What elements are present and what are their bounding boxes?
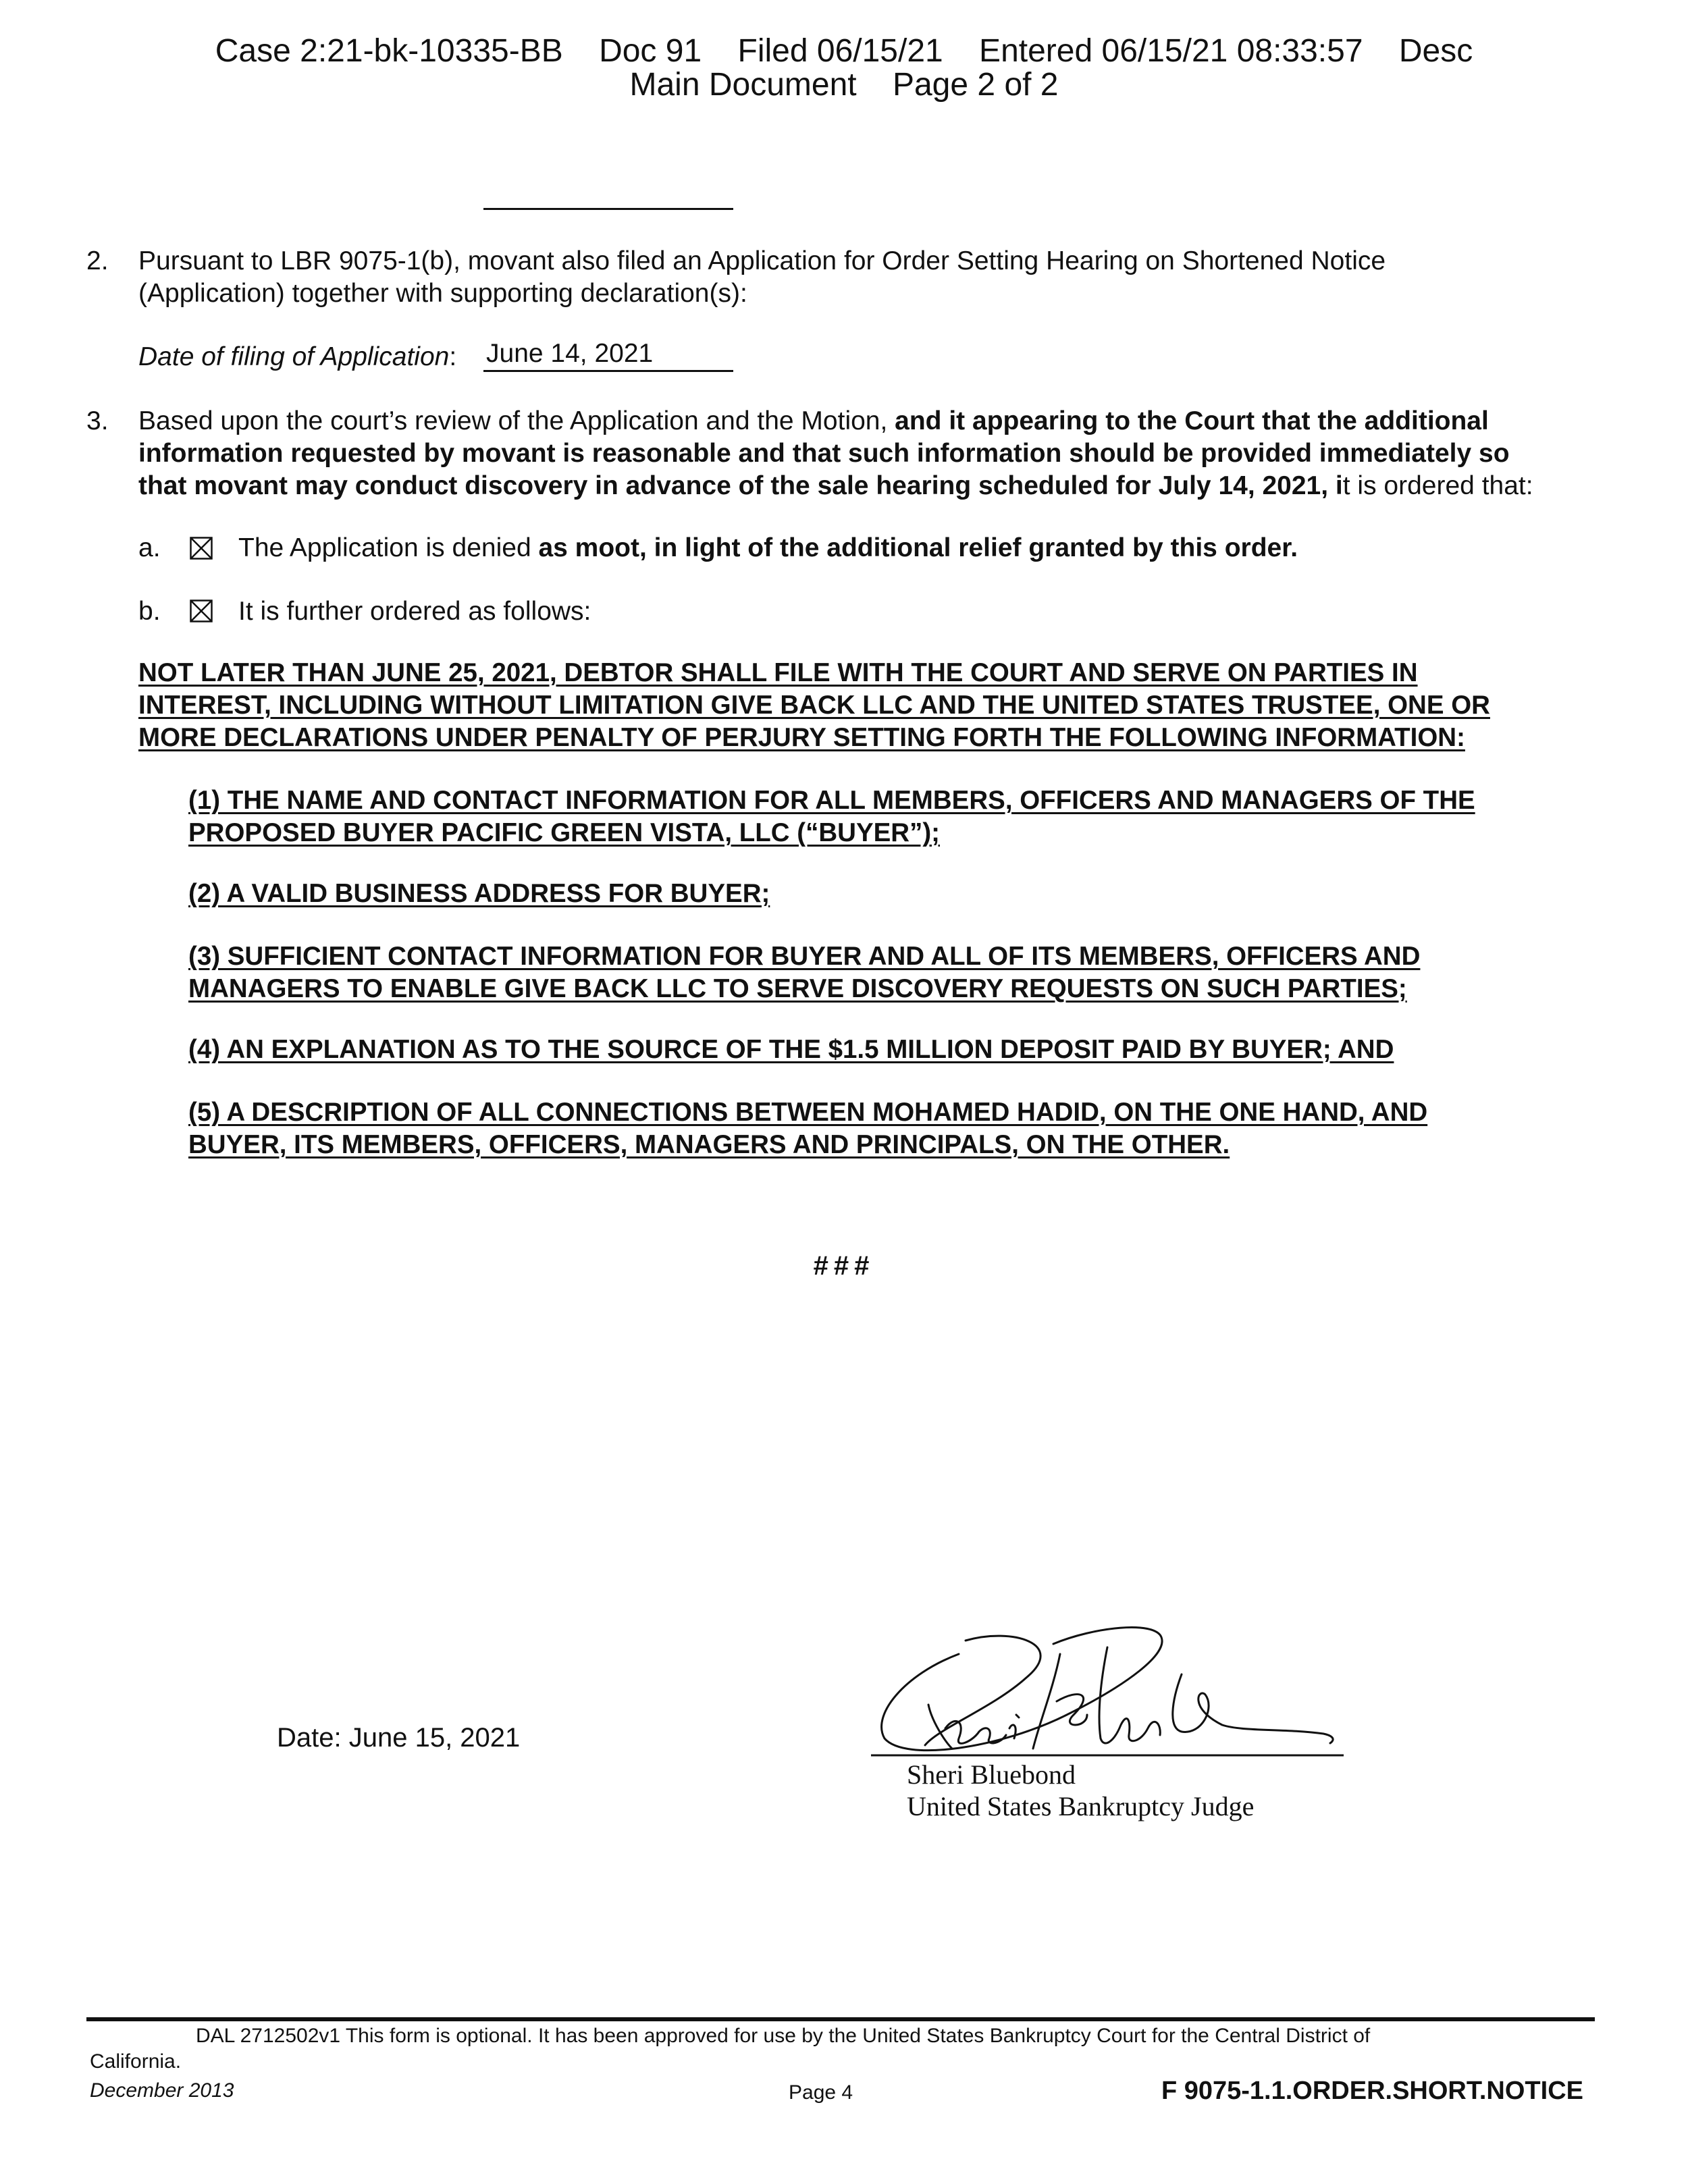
filing-date-row bbox=[138, 341, 456, 373]
sub-a-text-bold: as moot, in light of the additional relief granted by this order. bbox=[538, 533, 1298, 562]
checked-box-icon bbox=[190, 537, 213, 560]
case-header-subline: Main Document Page 2 of 2 bbox=[629, 67, 1059, 103]
judge-name: Sheri Bluebond bbox=[907, 1759, 1076, 1790]
sub-b-letter: b. bbox=[138, 597, 161, 626]
order-item-1-line-2: PROPOSED BUYER PACIFIC GREEN VISTA, LLC (“BUYER”); bbox=[188, 818, 941, 847]
item-2-number: 2. bbox=[86, 246, 109, 275]
judge-title: United States Bankruptcy Judge bbox=[907, 1791, 1255, 1821]
sub-b-text: It is further ordered as follows: bbox=[238, 597, 591, 626]
filing-date-colon: : bbox=[449, 342, 457, 371]
footer-disclaimer-line-2: California. bbox=[90, 2050, 182, 2073]
order-item-5-line-2: BUYER, ITS MEMBERS, OFFICERS, MANAGERS AND PRINCIPALS, ON THE OTHER. bbox=[188, 1130, 1230, 1159]
item-3-line-2: information requested by movant is reasonable and that such information should be provided immediately so bbox=[138, 439, 1510, 468]
item-3-line-1-plain: Based upon the court’s review of the Application and the Motion, bbox=[138, 406, 895, 435]
item-3-line-3-plain: t is ordered that: bbox=[1342, 471, 1533, 500]
blank-rule bbox=[483, 208, 733, 210]
order-item-4: (4) AN EXPLANATION AS TO THE SOURCE OF THE $1.5 MILLION DEPOSIT PAID BY BUYER; AND bbox=[188, 1035, 1394, 1064]
item-3-line-1-bold: and it appearing to the Court that the additional bbox=[895, 406, 1489, 435]
order-item-3-line-2: MANAGERS TO ENABLE GIVE BACK LLC TO SERVE DISCOVERY REQUESTS ON SUCH PARTIES; bbox=[188, 974, 1407, 1003]
footer-disclaimer-line-1: DAL 2712502v1 This form is optional. It has been approved for use by the United States Bankruptcy Court for the Central District of bbox=[196, 2025, 1371, 2047]
case-header-line: Case 2:21-bk-10335-BB Doc 91 Filed 06/15/21 Entered 06/15/21 08:33:57 Desc bbox=[215, 33, 1473, 69]
order-item-2: (2) A VALID BUSINESS ADDRESS FOR BUYER; bbox=[188, 879, 770, 908]
end-mark: ### bbox=[813, 1251, 875, 1281]
sub-a-text bbox=[238, 532, 1298, 564]
order-item-3-line-1: (3) SUFFICIENT CONTACT INFORMATION FOR BUYER AND ALL OF ITS MEMBERS, OFFICERS AND bbox=[188, 942, 1421, 971]
order-paragraph-line-1: NOT LATER THAN JUNE 25, 2021, DEBTOR SHALL FILE WITH THE COURT AND SERVE ON PARTIES IN bbox=[138, 658, 1418, 687]
order-item-5-line-1: (5) A DESCRIPTION OF ALL CONNECTIONS BETWEEN MOHAMED HADID, ON THE ONE HAND, AND bbox=[188, 1098, 1428, 1127]
item-3-number: 3. bbox=[86, 406, 109, 435]
checked-box-icon bbox=[190, 600, 213, 622]
footer-rule bbox=[86, 2017, 1595, 2021]
order-paragraph-line-3: MORE DECLARATIONS UNDER PENALTY OF PERJURY SETTING FORTH THE FOLLOWING INFORMATION: bbox=[138, 723, 1465, 752]
signature-date: Date: June 15, 2021 bbox=[277, 1723, 521, 1753]
footer-page-number: Page 4 bbox=[789, 2081, 853, 2104]
item-2-text-line-1: Pursuant to LBR 9075-1(b), movant also filed an Application for Order Setting Hearing on Shortened Notice bbox=[138, 246, 1386, 275]
order-paragraph-line-2: INTEREST, INCLUDING WITHOUT LIMITATION GIVE BACK LLC AND THE UNITED STATES TRUSTEE, ONE OR bbox=[138, 691, 1490, 720]
sub-a-letter: a. bbox=[138, 533, 161, 562]
filing-date-label: Date of filing of Application bbox=[138, 342, 450, 371]
order-item-1-line-1: (1) THE NAME AND CONTACT INFORMATION FOR ALL MEMBERS, OFFICERS AND MANAGERS OF THE bbox=[188, 786, 1475, 815]
footer-form-number: F 9075-1.1.ORDER.SHORT.NOTICE bbox=[1161, 2077, 1583, 2105]
item-2-text-line-2: (Application) together with supporting declaration(s): bbox=[138, 279, 747, 308]
item-3-line-3-bold: that movant may conduct discovery in advance of the sale hearing scheduled for July 14, 2021, i bbox=[138, 471, 1343, 500]
sub-a-text-plain: The Application is denied bbox=[238, 533, 539, 562]
item-3-line-1 bbox=[138, 405, 1489, 437]
filing-date-value: June 14, 2021 bbox=[483, 338, 733, 372]
item-3-line-3 bbox=[138, 470, 1533, 502]
handwritten-signature bbox=[864, 1614, 1350, 1769]
footer-form-date: December 2013 bbox=[90, 2079, 234, 2102]
